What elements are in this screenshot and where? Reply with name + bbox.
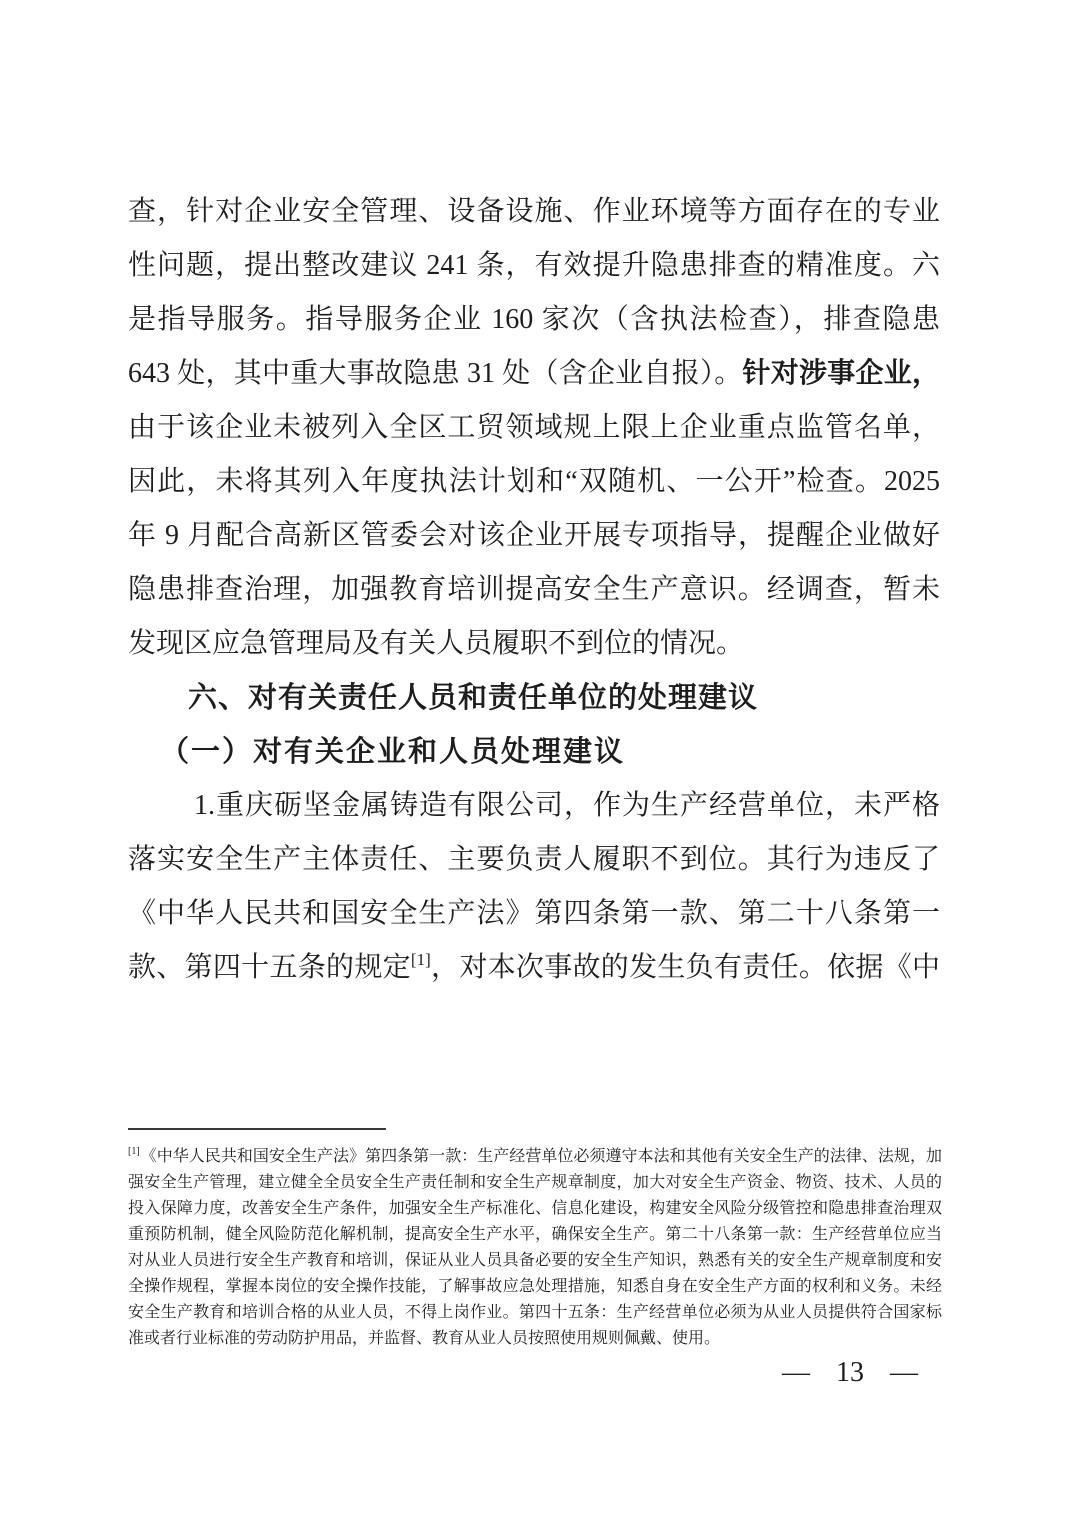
subsection-heading: （一）对有关企业和人员处理建议 [160, 736, 626, 768]
line-text: 安全生产教育和培训合格的从业人员，不得上岗作业。第四十五条：生产经营单位必须为从业人员提供符合国家标 [128, 1304, 942, 1321]
footnote-separator-rule [128, 1128, 386, 1130]
footnote-reference: [1] [410, 950, 431, 969]
paragraph-company-liability [128, 779, 940, 995]
footnote-line [128, 1248, 942, 1274]
line-text: 1.重庆砺坚金属铸造有限公司，作为生产经营单位，未严格 [194, 790, 940, 821]
line-text: 由于该企业未被列入全区工贸领域规上限上企业重点监管名单， [128, 412, 940, 443]
section-heading: 六、对有关责任人员和责任单位的处理建议 [188, 682, 759, 714]
body-line [128, 563, 940, 617]
line-text: 《中华人民共和国安全生产法》第四条第一款：生产经营单位必须遵守本法和其他有关安全生产的法律、法规，加 [140, 1148, 942, 1165]
body-line [128, 617, 940, 671]
body-line [128, 779, 940, 833]
page-number-value: 13 [836, 1357, 864, 1388]
page-number-dash-right: — [890, 1357, 918, 1388]
line-text: 隐患排查治理，加强教育培训提高安全生产意识。经调查，暂未 [128, 574, 940, 605]
line-text: 查，针对企业安全管理、设备设施、作业环境等方面存在的专业 [128, 196, 940, 227]
bold-emphasis-text: 针对涉事企业， [742, 358, 940, 389]
paragraph-continuation [128, 185, 940, 671]
footnote-line [128, 1274, 942, 1300]
line-text: 落实安全生产主体责任、主要负责人履职不到位。其行为违反了 [128, 844, 940, 875]
footnote-line [128, 1196, 942, 1222]
body-line [128, 455, 940, 509]
body-line [128, 401, 940, 455]
body-line [128, 347, 940, 401]
page-number-dash-left: — [782, 1357, 810, 1388]
footnote-line [128, 1326, 942, 1352]
body-line [128, 833, 940, 887]
footnote-text [128, 1144, 942, 1352]
body-line [128, 239, 940, 293]
line-text: 性问题，提出整改建议 241 条，有效提升隐患排查的精准度。六 [128, 250, 940, 281]
body-line [128, 941, 940, 995]
footnote-marker: [1] [128, 1146, 140, 1157]
line-text: 强安全生产管理，建立健全全员安全生产责任制和安全生产规章制度，加大对安全生产资金、物资、技术、人员的 [128, 1174, 942, 1191]
line-text: 《中华人民共和国安全生产法》第四条第一款、第二十八条第一 [128, 898, 940, 929]
footnote-line [128, 1222, 942, 1248]
body-line [128, 887, 940, 941]
footnote-line [128, 1170, 942, 1196]
line-text: 重预防机制，健全风险防范化解机制，提高安全生产水平，确保安全生产。第二十八条第一款：生产经营单位应当 [128, 1226, 942, 1243]
line-text: ，对本次事故的发生负有责任。依据《中 [430, 952, 940, 983]
line-text: 全操作规程，掌握本岗位的安全操作技能，了解事故应急处理措施，知悉自身在安全生产方面的权利和义务。未经 [128, 1278, 942, 1295]
line-text: 年 9 月配合高新区管委会对该企业开展专项指导，提醒企业做好 [128, 520, 940, 551]
line-text: 对从业人员进行安全生产教育和培训，保证从业人员具备必要的安全生产知识，熟悉有关的安全生产规章制度和安 [128, 1252, 942, 1269]
main-text-block [128, 185, 940, 995]
footnote-line [128, 1144, 942, 1170]
body-line [128, 293, 940, 347]
body-line [128, 509, 940, 563]
line-text: 款、第四十五条的规定 [128, 952, 411, 983]
line-text: 准或者行业标准的劳动防护用品，并监督、教育从业人员按照使用规则佩戴、使用。 [128, 1330, 721, 1347]
line-text: 发现区应急管理局及有关人员履职不到位的情况。 [128, 628, 745, 659]
body-line [128, 185, 940, 239]
page-number [782, 1356, 918, 1390]
line-text: 投入保障力度，改善安全生产条件，加强安全生产标准化、信息化建设，构建安全风险分级管控和隐患排查治理双 [128, 1200, 942, 1217]
footnote-line [128, 1300, 942, 1326]
line-text: 643 处，其中重大事故隐患 31 处（含企业自报）。 [128, 358, 743, 389]
footnote-block [128, 1128, 942, 1352]
line-text: 是指导服务。指导服务企业 160 家次（含执法检查），排查隐患 [128, 304, 940, 335]
line-text: 因此，未将其列入年度执法计划和“双随机、一公开”检查。2025 [128, 466, 940, 497]
